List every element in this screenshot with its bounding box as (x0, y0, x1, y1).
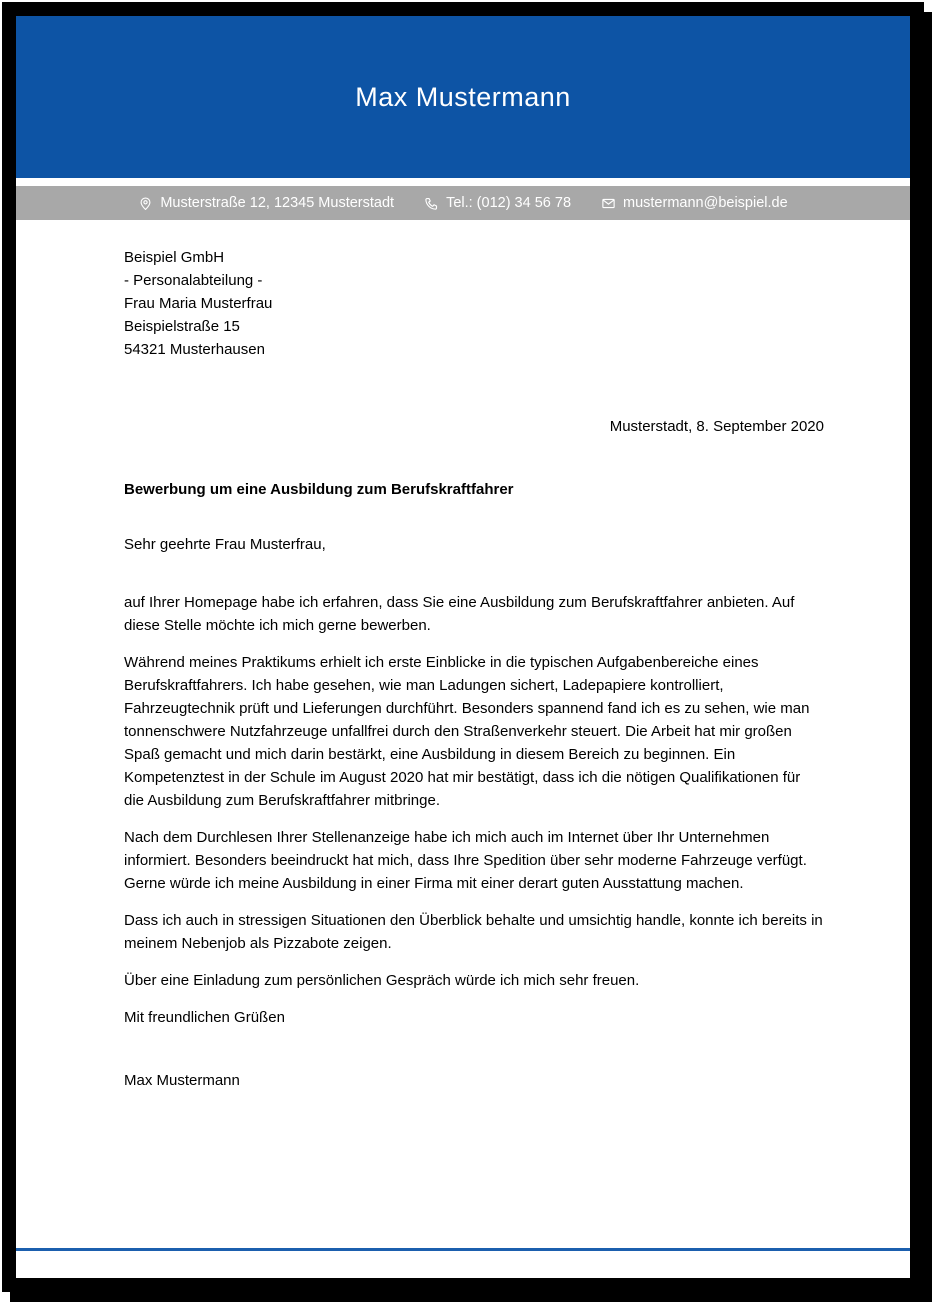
footer-accent-line (16, 1248, 910, 1251)
subject-line: Bewerbung um eine Ausbildung zum Berufskraftfahrer (124, 481, 514, 498)
paragraph-company-research: Nach dem Durchlesen Ihrer Stellenanzeige habe ich mich auch im Internet über Ihr Unternehmen informiert. Besonders beeindruckt hat mich, dass Ihre Spedition über sehr moderne Fahrzeuge verfügt. Gerne würde ich meine Ausbildung in einer Firma mit einer derart guten Ausstattung machen. (124, 829, 807, 892)
contact-phone-text: Tel.: (012) 34 56 78 (446, 195, 572, 211)
paragraph-invitation: Über eine Einladung zum persönlichen Gespräch würde ich mich sehr freuen. (124, 972, 640, 989)
paragraph-internship: Während meines Praktikums erhielt ich erste Einblicke in die typischen Aufgabenbereiche eines Berufskraftfahrers. Ich habe gesehen, wie man Ladungen sichert, Ladepapiere kontrolliert, Fahrzeugtechnik prüft und Lieferungen durchführt. Besonders spannend fand ich es zu sehen, wie man tonnenschwere Nutzfahrzeuge unfallfrei durch den Straßenverkehr steuert. Die Arbeit hat mir großen Spaß gemacht und mich darin bestärkt, eine Ausbildung in diesem Bereich zu beginnen. Ein Kompetenztest in der Schule im August 2020 hat mir bestätigt, dass ich die nötigen Qualifikationen für die Ausbildung zum Berufskraftfahrer mitbringe. (124, 654, 810, 809)
salutation: Sehr geehrte Frau Musterfrau, (124, 536, 326, 553)
recipient-contact-person: Frau Maria Musterfrau (124, 295, 273, 312)
date-line: Musterstadt, 8. September 2020 (609, 418, 824, 435)
phone-icon (424, 196, 439, 211)
contact-bar (16, 186, 910, 220)
letter-body (16, 220, 910, 1092)
letter-header (16, 16, 910, 178)
signature-name: Max Mustermann (124, 1072, 240, 1089)
contact-email-text: mustermann@beispiel.de (623, 195, 788, 211)
recipient-city: 54321 Musterhausen (124, 341, 265, 358)
paragraph-side-job: Dass ich auch in stressigen Situationen den Überblick behalte und umsichtig handle, konnte ich bereits in meinem Nebenjob als Pizzabote zeigen. (124, 912, 823, 952)
recipient-address-block (124, 246, 824, 361)
paragraph-intro: auf Ihrer Homepage habe ich erfahren, dass Sie eine Ausbildung zum Berufskraftfahrer anbieten. Auf diese Stelle möchte ich mich gerne bewerben. (124, 594, 795, 634)
location-pin-icon (138, 196, 153, 211)
recipient-street: Beispielstraße 15 (124, 318, 240, 335)
contact-address (138, 195, 394, 211)
contact-email (601, 195, 788, 211)
closing-phrase: Mit freundlichen Grüßen (124, 1009, 285, 1026)
sender-name: Max Mustermann (355, 81, 571, 112)
letter-page (2, 2, 924, 1292)
recipient-department: - Personalabteilung - (124, 272, 263, 289)
header-divider-gap (16, 178, 910, 186)
contact-phone (424, 195, 571, 211)
envelope-icon (601, 196, 616, 211)
contact-address-text: Musterstraße 12, 12345 Musterstadt (160, 195, 395, 211)
recipient-company: Beispiel GmbH (124, 249, 225, 266)
